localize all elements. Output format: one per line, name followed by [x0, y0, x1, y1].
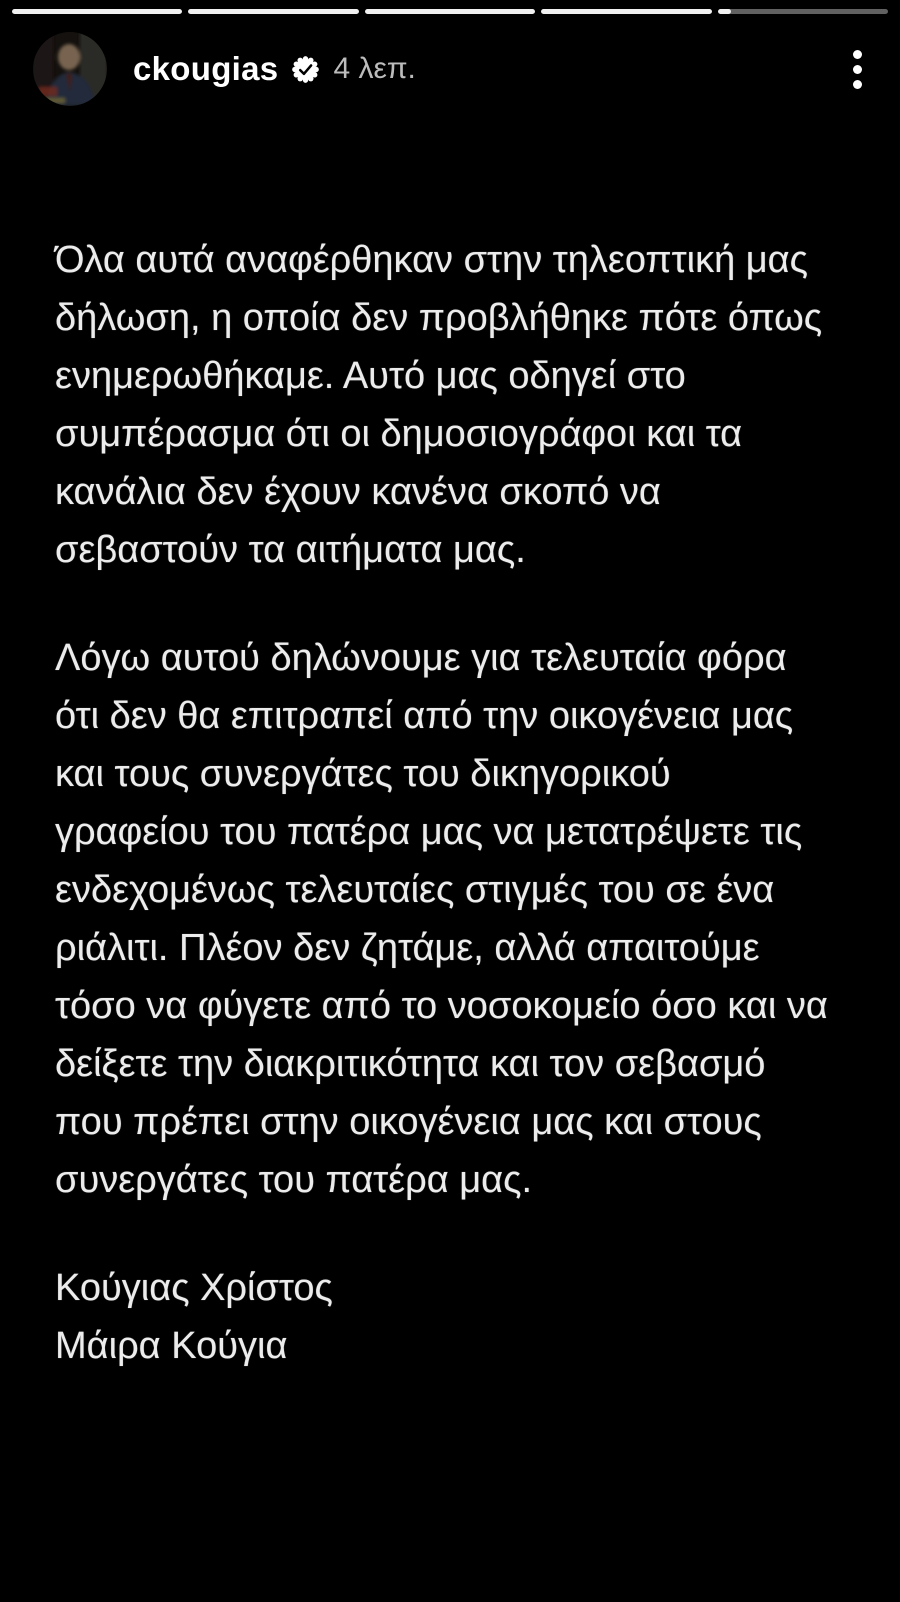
verified-badge-icon	[291, 55, 320, 84]
text-line: τόσο να φύγετε από το νοσοκομείο όσο και να	[55, 985, 828, 1027]
story-signature	[55, 1259, 870, 1375]
kebab-menu-icon	[853, 50, 862, 59]
text-line: που πρέπει στην οικογένεια μας και στους	[55, 1101, 762, 1143]
text-line: ότι δεν θα επιτραπεί από την οικογένεια μας	[55, 695, 794, 737]
text-line: συνεργάτες του πατέρα μας.	[55, 1159, 533, 1201]
kebab-menu-icon	[853, 80, 862, 89]
story-text-block	[55, 231, 870, 1375]
avatar[interactable]	[33, 32, 107, 106]
text-line: ριάλιτι. Πλέον δεν ζητάμε, αλλά απαιτούμε	[55, 927, 760, 969]
text-line: ενδεχομένως τελευταίες στιγμές του σε ένα	[55, 869, 775, 911]
story-paragraph-2	[55, 629, 870, 1209]
progress-segment-4	[541, 9, 711, 14]
story-paragraph-1	[55, 231, 870, 579]
username[interactable]: ckougias	[133, 50, 279, 87]
progress-fill	[718, 9, 732, 14]
progress-segment-2	[188, 9, 358, 14]
story-options-button[interactable]	[843, 42, 872, 97]
story-header	[33, 32, 872, 106]
text-line: και τους συνεργάτες του δικηγορικού	[55, 753, 671, 795]
progress-fill	[188, 9, 358, 14]
signature-line: Κούγιας Χρίστος	[55, 1267, 333, 1309]
text-line: γραφείου του πατέρα μας να μετατρέψετε τις	[55, 811, 803, 853]
text-line: Λόγω αυτού δηλώνουμε για τελευταία φόρα	[55, 637, 787, 679]
progress-fill	[541, 9, 711, 14]
progress-segment-1	[12, 9, 182, 14]
text-line: δήλωση, η οποία δεν προβλήθηκε πότε όπως	[55, 297, 823, 339]
text-line: ενημερωθήκαμε. Αυτό μας οδηγεί στο	[55, 355, 686, 397]
kebab-menu-icon	[853, 65, 862, 74]
story-progress-bars	[12, 9, 888, 14]
progress-segment-5	[718, 9, 888, 14]
story-timestamp: 4 λεπ.	[333, 52, 416, 85]
progress-fill	[365, 9, 535, 14]
text-line: συμπέρασμα ότι οι δημοσιογράφοι και τα	[55, 413, 743, 455]
text-line: Όλα αυτά αναφέρθηκαν στην τηλεοπτική μας	[55, 239, 808, 281]
text-line: κανάλια δεν έχουν κανένα σκοπό να	[55, 471, 661, 513]
text-line: δείξετε την διακριτικότητα και τον σεβασμό	[55, 1043, 766, 1085]
text-line: σεβαστούν τα αιτήματα μας.	[55, 529, 526, 571]
progress-fill	[12, 9, 182, 14]
signature-line: Μάιρα Κούγια	[55, 1325, 288, 1367]
progress-segment-3	[365, 9, 535, 14]
